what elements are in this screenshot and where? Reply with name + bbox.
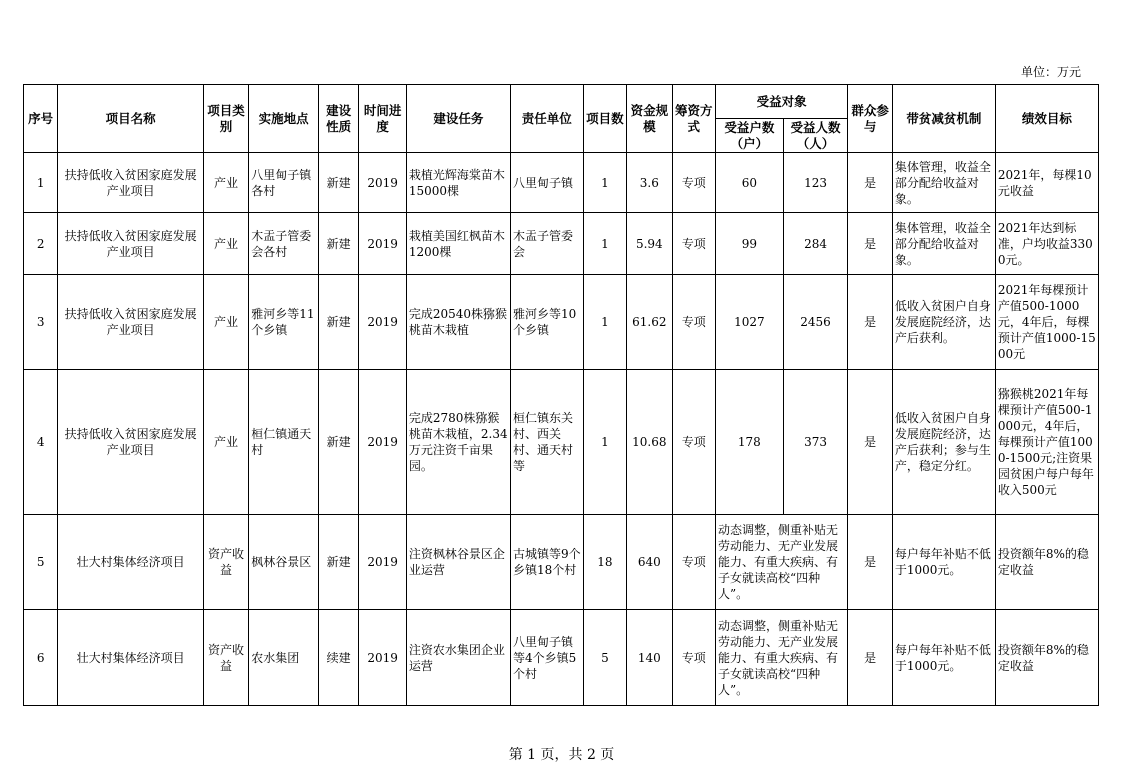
header-beneficiary: 受益对象 xyxy=(716,85,848,119)
cell-funds: 3.6 xyxy=(627,153,672,213)
cell-nature: 新建 xyxy=(318,153,358,213)
cell-financing: 专项 xyxy=(672,610,715,706)
header-unit: 责任单位 xyxy=(510,85,583,153)
cell-financing: 专项 xyxy=(672,275,715,370)
cell-participation: 是 xyxy=(848,610,892,706)
cell-period: 2019 xyxy=(359,153,406,213)
cell-funds: 10.68 xyxy=(627,370,672,515)
cell-mechanism: 每户每年补贴不低于1000元。 xyxy=(892,515,995,610)
header-goal: 绩效目标 xyxy=(995,85,1098,153)
cell-seq: 4 xyxy=(24,370,58,515)
cell-mechanism: 每户每年补贴不低于1000元。 xyxy=(892,610,995,706)
cell-funds: 640 xyxy=(627,515,672,610)
cell-unit: 八里甸子镇等4个乡镇5个村 xyxy=(510,610,583,706)
cell-goal: 2021年每棵预计产值500-1000元，4年后，每棵预计产值1000-1500元 xyxy=(995,275,1098,370)
header-name: 项目名称 xyxy=(58,85,203,153)
header-task: 建设任务 xyxy=(406,85,510,153)
cell-unit: 八里甸子镇 xyxy=(510,153,583,213)
cell-name: 扶持低收入贫困家庭发展产业项目 xyxy=(58,275,203,370)
cell-name: 壮大村集体经济项目 xyxy=(58,610,203,706)
cell-count: 5 xyxy=(583,610,626,706)
cell-count: 1 xyxy=(583,275,626,370)
cell-mechanism: 集体管理，收益全部分配给收益对象。 xyxy=(892,153,995,213)
cell-category: 资产收益 xyxy=(203,515,248,610)
cell-funds: 140 xyxy=(627,610,672,706)
cell-period: 2019 xyxy=(359,213,406,275)
cell-goal: 猕猴桃2021年每棵预计产值500-1000元，4年后，每棵预计产值1000-1500元;注资果园贫困户每户每年收入500元 xyxy=(995,370,1098,515)
cell-goal: 投资额年8%的稳定收益 xyxy=(995,515,1098,610)
page-footer: 第 1 页，共 2 页 xyxy=(508,747,615,763)
header-funds: 资金规模 xyxy=(627,85,672,153)
cell-goal: 投资额年8%的稳定收益 xyxy=(995,610,1098,706)
table-row xyxy=(24,515,1099,610)
cell-count: 1 xyxy=(583,213,626,275)
cell-seq: 3 xyxy=(24,275,58,370)
cell-period: 2019 xyxy=(359,275,406,370)
cell-seq: 6 xyxy=(24,610,58,706)
cell-task: 完成20540株猕猴桃苗木栽植 xyxy=(406,275,510,370)
cell-financing: 专项 xyxy=(672,213,715,275)
cell-nature: 新建 xyxy=(318,370,358,515)
cell-category: 产业 xyxy=(203,370,248,515)
cell-households: 178 xyxy=(716,370,784,515)
cell-financing: 专项 xyxy=(672,515,715,610)
table-row xyxy=(24,610,1099,706)
cell-households: 60 xyxy=(716,153,784,213)
cell-name: 扶持低收入贫困家庭发展产业项目 xyxy=(58,153,203,213)
header-financing: 筹资方式 xyxy=(672,85,715,153)
cell-unit: 雅河乡等10个乡镇 xyxy=(510,275,583,370)
cell-participation: 是 xyxy=(848,153,892,213)
header-category: 项目类别 xyxy=(203,85,248,153)
cell-households: 99 xyxy=(716,213,784,275)
cell-count: 1 xyxy=(583,370,626,515)
cell-period: 2019 xyxy=(359,515,406,610)
header-nature: 建设性质 xyxy=(318,85,358,153)
header-mechanism: 带贫减贫机制 xyxy=(892,85,995,153)
table-row xyxy=(24,153,1099,213)
cell-count: 1 xyxy=(583,153,626,213)
cell-participation: 是 xyxy=(848,213,892,275)
cell-nature: 新建 xyxy=(318,213,358,275)
unit-label: 单位：万元 xyxy=(1020,65,1081,79)
header-location: 实施地点 xyxy=(249,85,319,153)
cell-seq: 2 xyxy=(24,213,58,275)
cell-location: 桓仁镇通天村 xyxy=(249,370,319,515)
cell-count: 18 xyxy=(583,515,626,610)
cell-goal: 2021年达到标准，户均收益3300元。 xyxy=(995,213,1098,275)
header-seq: 序号 xyxy=(24,85,58,153)
cell-households: 1027 xyxy=(716,275,784,370)
cell-category: 资产收益 xyxy=(203,610,248,706)
cell-mechanism: 低收入贫困户自身发展庭院经济，达产后获利。 xyxy=(892,275,995,370)
cell-location: 农水集团 xyxy=(249,610,319,706)
header-people: 受益人数（人） xyxy=(783,119,848,153)
header-period: 时间进度 xyxy=(359,85,406,153)
table-row xyxy=(24,213,1099,275)
cell-participation: 是 xyxy=(848,275,892,370)
cell-people: 284 xyxy=(783,213,848,275)
cell-people: 373 xyxy=(783,370,848,515)
cell-name: 壮大村集体经济项目 xyxy=(58,515,203,610)
cell-unit: 桓仁镇东关村、西关村、通天村等 xyxy=(510,370,583,515)
cell-participation: 是 xyxy=(848,515,892,610)
cell-mechanism: 集体管理，收益全部分配给收益对象。 xyxy=(892,213,995,275)
cell-goal: 2021年，每棵10元收益 xyxy=(995,153,1098,213)
cell-funds: 61.62 xyxy=(627,275,672,370)
cell-beneficiary-text: 动态调整，侧重补贴无劳动能力、无产业发展能力、有重大疾病、有子女就读高校“四种人”。 xyxy=(716,610,848,706)
cell-people: 2456 xyxy=(783,275,848,370)
cell-people: 123 xyxy=(783,153,848,213)
cell-unit: 古城镇等9个乡镇18个村 xyxy=(510,515,583,610)
cell-category: 产业 xyxy=(203,213,248,275)
cell-financing: 专项 xyxy=(672,370,715,515)
cell-location: 枫林谷景区 xyxy=(249,515,319,610)
table-row xyxy=(24,275,1099,370)
cell-beneficiary-text: 动态调整，侧重补贴无劳动能力、无产业发展能力、有重大疾病、有子女就读高校“四种人”。 xyxy=(716,515,848,610)
cell-category: 产业 xyxy=(203,153,248,213)
cell-nature: 续建 xyxy=(318,610,358,706)
cell-nature: 新建 xyxy=(318,275,358,370)
table-row xyxy=(24,370,1099,515)
cell-period: 2019 xyxy=(359,610,406,706)
cell-task: 栽植光辉海棠苗木15000棵 xyxy=(406,153,510,213)
cell-task: 注资枫林谷景区企业运营 xyxy=(406,515,510,610)
cell-task: 栽植美国红枫苗木1200棵 xyxy=(406,213,510,275)
cell-unit: 木盂子管委会 xyxy=(510,213,583,275)
cell-seq: 1 xyxy=(24,153,58,213)
cell-funds: 5.94 xyxy=(627,213,672,275)
header-count: 项目数 xyxy=(583,85,626,153)
project-table xyxy=(23,84,1099,706)
header-participation: 群众参与 xyxy=(848,85,892,153)
cell-financing: 专项 xyxy=(672,153,715,213)
cell-location: 八里甸子镇各村 xyxy=(249,153,319,213)
header-households: 受益户数（户） xyxy=(716,119,784,153)
cell-nature: 新建 xyxy=(318,515,358,610)
cell-name: 扶持低收入贫困家庭发展产业项目 xyxy=(58,213,203,275)
cell-location: 木盂子管委会各村 xyxy=(249,213,319,275)
cell-participation: 是 xyxy=(848,370,892,515)
cell-category: 产业 xyxy=(203,275,248,370)
cell-location: 雅河乡等11个乡镇 xyxy=(249,275,319,370)
cell-seq: 5 xyxy=(24,515,58,610)
cell-name: 扶持低收入贫困家庭发展产业项目 xyxy=(58,370,203,515)
cell-mechanism: 低收入贫困户自身发展庭院经济，达产后获利；参与生产，稳定分红。 xyxy=(892,370,995,515)
cell-period: 2019 xyxy=(359,370,406,515)
cell-task: 注资农水集团企业运营 xyxy=(406,610,510,706)
cell-task: 完成2780株猕猴桃苗木栽植，2.34万元注资千亩果园。 xyxy=(406,370,510,515)
